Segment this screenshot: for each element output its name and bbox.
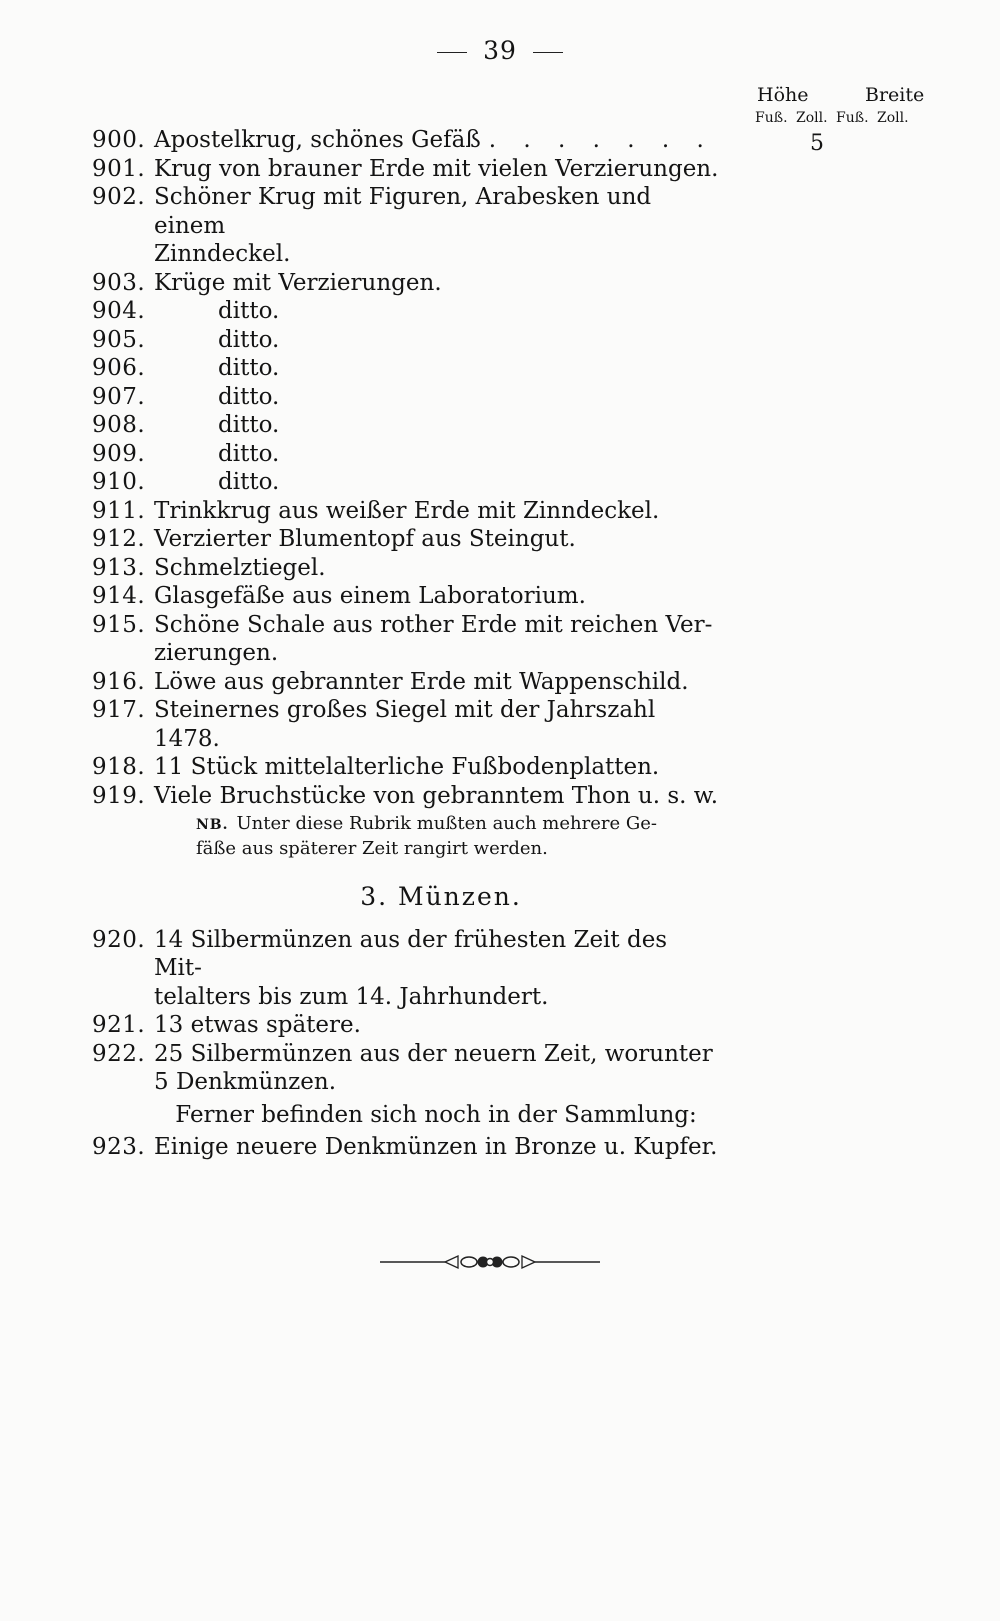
note-text-continuation: fäße aus späterer Zeit rangirt werden.	[196, 838, 548, 859]
catalogue-entry-continuation	[92, 983, 720, 1012]
ferner-line: Ferner befinden sich noch in der Sammlung:	[175, 1101, 697, 1128]
catalogue-entry	[92, 926, 720, 983]
entry-text: Krug von brauner Erde mit vielen Verzierungen.	[154, 155, 719, 182]
catalogue-entry	[92, 497, 720, 526]
entry-text: ditto.	[218, 412, 280, 438]
catalogue-entry	[92, 326, 720, 355]
catalogue-entry-continuation	[92, 1068, 720, 1097]
catalogue-entry	[92, 1133, 720, 1162]
entry-text: ditto.	[218, 383, 280, 410]
entry-text: ditto.	[218, 469, 280, 495]
entry-text: 14 Silbermünzen aus der frühesten Zeit des Mit-	[154, 926, 668, 981]
catalogue-entry	[92, 411, 720, 440]
catalogue-entry	[92, 269, 720, 298]
entry-number: 906.	[92, 355, 146, 381]
entry-text: 25 Silbermünzen aus der neuern Zeit, worunter	[154, 1040, 713, 1067]
entry-text: Schöne Schale aus rother Erde mit reichen Ver-	[154, 611, 713, 638]
entry-text: Apostelkrug, schönes Gefäß	[154, 127, 481, 153]
header-dash-left	[437, 52, 467, 53]
unit-zoll-2: Zoll.	[877, 110, 909, 126]
catalogue-entry	[92, 782, 720, 811]
entry-number: 915.	[92, 611, 146, 638]
unit-fuss-2: Fuß.	[836, 110, 869, 126]
entry-text: ditto.	[218, 326, 280, 353]
note-text: Unter diese Rubrik mußten auch mehrere Ge-	[236, 813, 657, 834]
catalogue-entry	[92, 383, 720, 412]
entry-number: 910.	[92, 469, 146, 495]
entry-number: 914.	[92, 583, 146, 609]
catalogue-entry	[92, 183, 720, 240]
entry-text: zierungen.	[154, 640, 279, 666]
entry-text: Viele Bruchstücke von gebranntem Thon u. s. w.	[154, 782, 719, 809]
entry-number: 900.	[92, 127, 146, 153]
catalogue-entry	[92, 126, 720, 155]
catalogue-entry	[92, 582, 720, 611]
catalogue-entry	[92, 611, 720, 640]
entry-text: 11 Stück mittelalterliche Fußbodenplatten.	[154, 754, 660, 780]
entry-number: 902.	[92, 184, 146, 210]
dot-leaders: . . . . . . .	[488, 127, 714, 153]
header-dash-right	[533, 52, 563, 53]
entry-text: Verzierter Blumentopf aus Steingut.	[154, 526, 576, 552]
ornament-divider-icon	[380, 1247, 600, 1277]
note-label: NB.	[196, 817, 229, 833]
entry-number: 904.	[92, 298, 146, 324]
catalogue-entry	[92, 1040, 720, 1069]
entry-text: Trinkkrug aus weißer Erde mit Zinndeckel.	[154, 497, 660, 524]
page-number: 39	[483, 36, 517, 65]
catalogue-entry	[92, 354, 720, 383]
entry-text: ditto.	[218, 355, 280, 381]
catalogue-entry	[92, 525, 720, 554]
page-header	[0, 36, 1000, 65]
catalogue-entry	[92, 297, 720, 326]
catalogue-entry	[92, 1011, 720, 1040]
unit-headings	[755, 110, 913, 126]
entry-number: 922.	[92, 1040, 146, 1067]
entry-number: 919.	[92, 782, 146, 809]
entry-number: 918.	[92, 754, 146, 780]
section-heading: 3. Münzen.	[360, 882, 522, 911]
unit-zoll-1: Zoll.	[796, 110, 828, 126]
entry-text: Zinndeckel.	[154, 241, 291, 267]
entry-number: 923.	[92, 1134, 146, 1160]
entry-text: telalters bis zum 14. Jahrhundert.	[154, 983, 549, 1010]
entry-number: 909.	[92, 440, 146, 467]
nota-bene	[196, 812, 710, 861]
entry-text: Krüge mit Verzierungen.	[154, 269, 442, 296]
catalogue-entry	[92, 753, 720, 782]
catalogue-entry	[92, 155, 720, 184]
entry-text: 5 Denkmünzen.	[154, 1069, 337, 1095]
catalogue-entry	[92, 668, 720, 697]
catalogue-entry	[92, 468, 720, 497]
entry-number: 911.	[92, 497, 146, 524]
height-heading: Höhe	[757, 84, 809, 106]
catalogue-entries	[92, 126, 720, 1162]
entry-text: Schöner Krug mit Figuren, Arabesken und einem	[154, 184, 652, 239]
catalogue-entry	[92, 554, 720, 583]
entry-number: 917.	[92, 697, 146, 723]
catalogue-entry-continuation	[92, 639, 720, 668]
entry-number: 908.	[92, 412, 146, 438]
entry-text: Löwe aus gebrannter Erde mit Wappenschild.	[154, 668, 689, 695]
catalogue-entry	[92, 440, 720, 469]
entry-number: 912.	[92, 526, 146, 552]
width-heading: Breite	[865, 84, 925, 106]
entry-text: Einige neuere Denkmünzen in Bronze u. Kupfer.	[154, 1134, 718, 1160]
entry-text: ditto.	[218, 440, 280, 467]
entry-number: 905.	[92, 326, 146, 353]
catalogue-entry	[92, 696, 720, 753]
entry-number: 920.	[92, 926, 146, 953]
entry-number: 907.	[92, 383, 146, 410]
entry-text: Glasgefäße aus einem Laboratorium.	[154, 583, 586, 609]
entry-number: 916.	[92, 668, 146, 695]
unit-fuss-1: Fuß.	[755, 110, 788, 126]
entry-number: 903.	[92, 269, 146, 296]
entry-text: Steinernes großes Siegel mit der Jahrszahl 1478.	[154, 697, 656, 752]
entry-number: 901.	[92, 155, 146, 182]
entry-text: 13 etwas spätere.	[154, 1012, 361, 1038]
entry-text: ditto.	[218, 298, 280, 324]
entry-900-height: 5	[810, 131, 824, 156]
entry-text: Schmelztiegel.	[154, 554, 326, 581]
entry-number: 921.	[92, 1012, 146, 1038]
entry-number: 913.	[92, 554, 146, 581]
catalogue-entry-continuation	[92, 240, 720, 269]
